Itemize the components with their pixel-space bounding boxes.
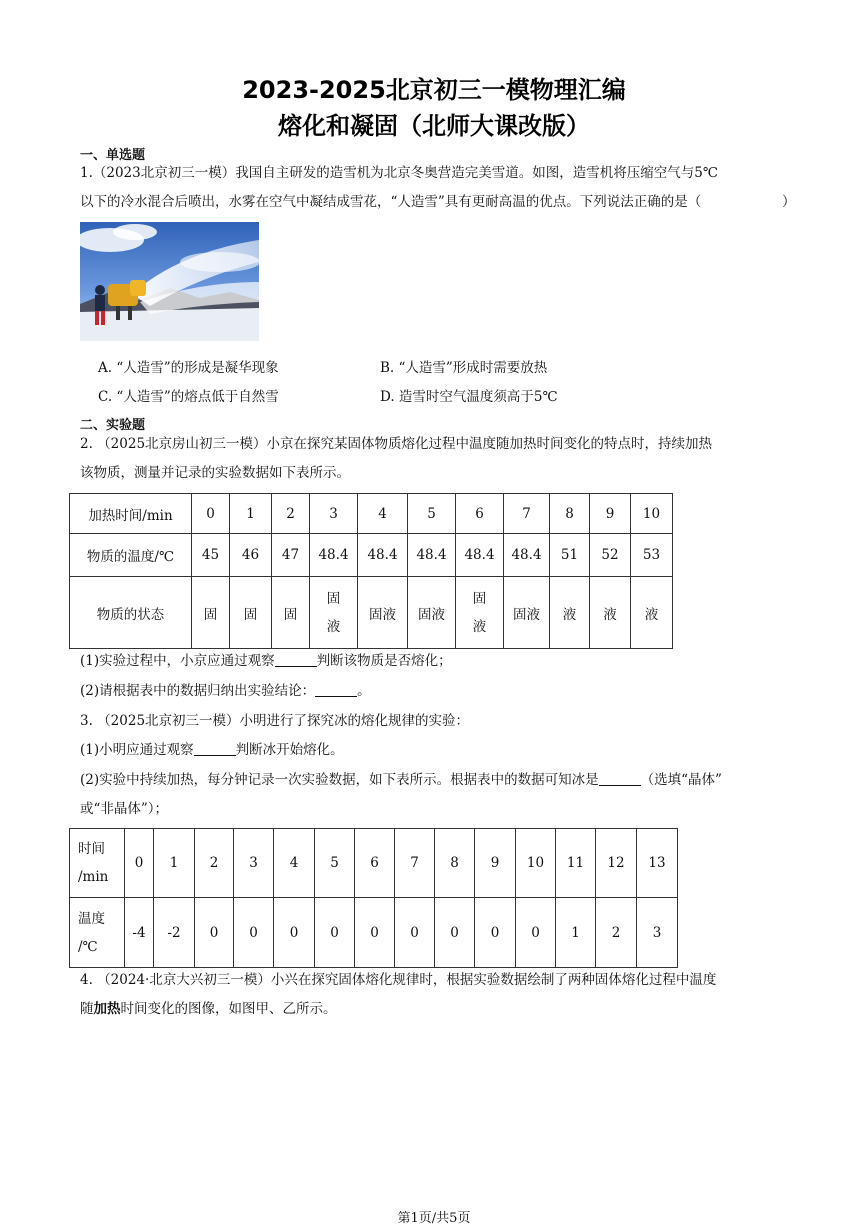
table-cell: 9 bbox=[590, 494, 631, 534]
table-cell: 9 bbox=[475, 829, 516, 898]
table-cell: 4 bbox=[358, 494, 408, 534]
table-cell: 0 bbox=[315, 898, 355, 968]
table-cell: 10 bbox=[516, 829, 556, 898]
answer-blank[interactable] bbox=[275, 652, 317, 667]
table-cell: 液 bbox=[550, 577, 590, 649]
table-cell: 2 bbox=[596, 898, 637, 968]
table-cell: 固液 bbox=[408, 577, 456, 649]
table-cell: 8 bbox=[435, 829, 475, 898]
header-part: 时间 bbox=[78, 841, 105, 857]
table-cell: 0 bbox=[516, 898, 556, 968]
table-cell: 52 bbox=[590, 534, 631, 577]
table-cell: 51 bbox=[550, 534, 590, 577]
table-cell: 48.4 bbox=[408, 534, 456, 577]
table-cell: 5 bbox=[315, 829, 355, 898]
table-cell: 2 bbox=[272, 494, 310, 534]
table-cell: 液 bbox=[631, 577, 673, 649]
table-header-cell: 加热时间/min bbox=[70, 494, 192, 534]
text-span: 。 bbox=[357, 683, 371, 699]
text-span: 时间变化的图像，如图甲、乙所示。 bbox=[120, 1001, 337, 1017]
table-header-cell bbox=[70, 829, 125, 898]
table-cell: 48.4 bbox=[456, 534, 504, 577]
q2-stem-line1: 2. （2025北京房山初三一模）小京在探究某固体物质熔化过程中温度随加热时间变化的特点时，持续加热 bbox=[80, 436, 713, 452]
table-cell: 48.4 bbox=[504, 534, 550, 577]
text-span: (2)请根据表中的数据归纳出实验结论： bbox=[80, 683, 316, 699]
state-part: 液 bbox=[326, 618, 341, 635]
text-span: 判断该物质是否熔化； bbox=[316, 653, 452, 669]
document-title-line1: 2023-2025北京初三一模物理汇编 bbox=[242, 76, 626, 104]
table-cell: 0 bbox=[195, 898, 234, 968]
table-cell: 1 bbox=[230, 494, 272, 534]
q3-subquestion-2 bbox=[80, 770, 792, 790]
table-cell: 48.4 bbox=[310, 534, 358, 577]
table-cell: 3 bbox=[310, 494, 358, 534]
table-cell: -2 bbox=[154, 898, 195, 968]
document-title-line2: 熔化和凝固（北师大课改版） bbox=[278, 112, 590, 140]
q4-stem-line1: 4. （2024·北京大兴初三一模）小兴在探究固体熔化规律时，根据实验数据绘制了两种固体熔化过程中温度 bbox=[80, 972, 717, 988]
q1-stem-line2: 以下的冷水混合后喷出，水雾在空气中凝结成雪花，“人造雪”具有更耐高温的优点。下列说法正确的是（ bbox=[80, 194, 702, 210]
table-cell: 固 bbox=[230, 577, 272, 649]
table-row bbox=[70, 577, 673, 649]
table-cell: 12 bbox=[596, 829, 637, 898]
table-cell: 0 bbox=[395, 898, 435, 968]
table-cell: 0 bbox=[234, 898, 274, 968]
table-cell: 13 bbox=[637, 829, 678, 898]
q2-stem-line2: 该物质，测量并记录的实验数据如下表所示。 bbox=[80, 465, 350, 481]
q3-data-table bbox=[69, 828, 678, 968]
table-cell: 固 bbox=[192, 577, 230, 649]
table-cell: 46 bbox=[230, 534, 272, 577]
q1-answer-paren: ） bbox=[782, 194, 796, 210]
text-span: 随 bbox=[80, 1001, 94, 1017]
answer-blank[interactable] bbox=[194, 741, 236, 756]
table-cell bbox=[456, 577, 504, 649]
table-cell: 53 bbox=[631, 534, 673, 577]
table-cell: -4 bbox=[125, 898, 154, 968]
table-cell: 1 bbox=[154, 829, 195, 898]
text-span: 判断冰开始熔化。 bbox=[235, 742, 344, 758]
table-cell: 7 bbox=[395, 829, 435, 898]
table-cell: 8 bbox=[550, 494, 590, 534]
q2-data-table bbox=[69, 493, 673, 649]
table-cell: 2 bbox=[195, 829, 234, 898]
table-cell: 固液 bbox=[504, 577, 550, 649]
page-footer: 第1页/共5页 bbox=[397, 1211, 471, 1226]
table-cell: 0 bbox=[475, 898, 516, 968]
table-cell: 固液 bbox=[358, 577, 408, 649]
table-cell: 1 bbox=[556, 898, 596, 968]
section-heading-experiment: 二、实验题 bbox=[80, 418, 146, 433]
table-cell: 3 bbox=[637, 898, 678, 968]
bold-text: 加热 bbox=[93, 1001, 121, 1017]
table-cell: 4 bbox=[274, 829, 315, 898]
table-cell bbox=[310, 577, 358, 649]
state-part: 液 bbox=[472, 618, 487, 635]
text-span: （选填“晶体” bbox=[640, 772, 722, 788]
table-cell: 0 bbox=[435, 898, 475, 968]
section-heading-single-choice: 一、单选题 bbox=[80, 148, 146, 163]
q2-subquestion-2 bbox=[80, 681, 792, 701]
header-part: /min bbox=[78, 869, 109, 885]
state-part: 固 bbox=[472, 590, 487, 607]
table-cell: 0 bbox=[192, 494, 230, 534]
q4-stem-line2 bbox=[80, 999, 792, 1019]
q3-subquestion-1 bbox=[80, 740, 792, 760]
q2-subquestion-1 bbox=[80, 651, 792, 671]
q1-option-c[interactable]: C. “人造雪”的熔点低于自然雪 bbox=[98, 389, 279, 405]
table-cell: 48.4 bbox=[358, 534, 408, 577]
q1-stem-line1: 1.（2023北京初三一模）我国自主研发的造雪机为北京冬奥营造完美雪道。如图，造雪机将压缩空气与5℃ bbox=[80, 165, 718, 181]
table-row bbox=[70, 534, 673, 577]
q1-option-b[interactable]: B. “人造雪”形成时需要放热 bbox=[380, 360, 548, 376]
answer-blank[interactable] bbox=[315, 682, 357, 697]
table-cell: 液 bbox=[590, 577, 631, 649]
text-span: (2)实验中持续加热，每分钟记录一次实验数据，如下表所示。根据表中的数据可知冰是 bbox=[80, 772, 599, 788]
text-span: (1)小明应通过观察 bbox=[80, 742, 194, 758]
header-part: 温度 bbox=[78, 910, 105, 927]
table-cell: 5 bbox=[408, 494, 456, 534]
table-cell: 45 bbox=[192, 534, 230, 577]
table-row bbox=[70, 829, 678, 898]
table-cell: 6 bbox=[456, 494, 504, 534]
table-cell: 47 bbox=[272, 534, 310, 577]
state-part: 固 bbox=[326, 590, 341, 607]
table-header-cell: 物质的状态 bbox=[70, 577, 192, 649]
header-part: /℃ bbox=[78, 938, 98, 955]
answer-blank[interactable] bbox=[599, 771, 641, 786]
table-header-cell bbox=[70, 898, 125, 968]
table-row bbox=[70, 898, 678, 968]
table-cell: 0 bbox=[125, 829, 154, 898]
table-cell: 固 bbox=[272, 577, 310, 649]
table-cell: 6 bbox=[355, 829, 395, 898]
snow-machine-photo bbox=[80, 222, 259, 341]
table-cell: 11 bbox=[556, 829, 596, 898]
q3-subquestion-2-line2: 或“非晶体”）； bbox=[80, 801, 169, 817]
table-header-cell: 物质的温度/℃ bbox=[70, 534, 192, 577]
table-cell: 0 bbox=[274, 898, 315, 968]
table-cell: 10 bbox=[631, 494, 673, 534]
table-cell: 0 bbox=[355, 898, 395, 968]
q1-option-d[interactable]: D. 造雪时空气温度须高于5℃ bbox=[380, 389, 558, 405]
q1-option-a[interactable]: A. “人造雪”的形成是凝华现象 bbox=[98, 360, 279, 376]
q3-stem-line1: 3. （2025北京初三一模）小明进行了探究冰的熔化规律的实验： bbox=[80, 713, 470, 729]
text-span: (1)实验过程中，小京应通过观察 bbox=[80, 653, 275, 669]
table-cell: 7 bbox=[504, 494, 550, 534]
table-row bbox=[70, 494, 673, 534]
table-cell: 3 bbox=[234, 829, 274, 898]
